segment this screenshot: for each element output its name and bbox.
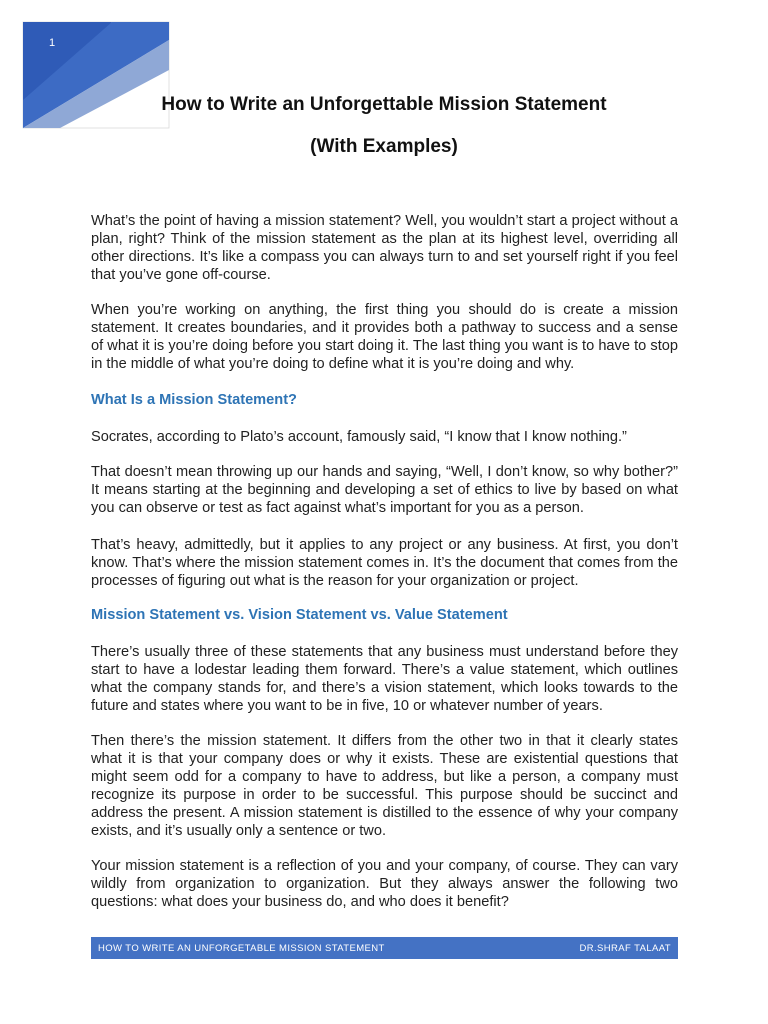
document-title: How to Write an Unforgettable Mission Statement (161, 94, 607, 115)
paragraph: Socrates, according to Plato’s account, famously said, “I know that I know nothing.” (91, 429, 627, 445)
paragraph: There’s usually three of these statements that any business must understand before they start to have a lodestar leading them forward. There’s a value statement, which outlines what the company stands for, and there’s a vision statement, which looks towards to the future and states where you want to be in five, 10 or whatever number of years. (91, 644, 678, 714)
document-subtitle: (With Examples) (310, 136, 458, 157)
paragraph: Your mission statement is a reflection of you and your company, of course. They can vary wildly from organization to organization. But they always answer the following two questions: what does your business do, and who does it benefit? (91, 858, 678, 910)
page-footer (91, 937, 678, 959)
section-heading: Mission Statement vs. Vision Statement vs. Value Statement (91, 607, 508, 623)
footer-document-title: HOW TO WRITE AN UNFORGETABLE MISSION STATEMENT (98, 942, 385, 954)
paragraph: What’s the point of having a mission statement? Well, you wouldn’t start a project without a plan, right? Think of the mission statement as the plan at its highest level, overriding all other directions. It’s like a compass you can always turn to and set yourself right if you feel that you’ve gone off-course. (91, 213, 678, 283)
paragraph: That doesn’t mean throwing up our hands and saying, “Well, I don’t know, so why bother?” It means starting at the beginning and developing a set of ethics to live by based on what you can observe or test as fact against what’s important for you as a person. (91, 464, 678, 516)
paragraph: Then there’s the mission statement. It differs from the other two in that it clearly states what it is that your company does or why it exists. These are existential questions that might seem odd for a company to have to address, but like a person, a company must recognize its purpose in order to be successful. This purpose should be succinct and address the present. A mission statement is distilled to the essence of why your company exists, and it’s usually only a sentence or two. (91, 733, 678, 839)
page-number: 1 (49, 37, 56, 49)
footer-author: DR.SHRAF TALAAT (579, 942, 671, 954)
paragraph: When you’re working on anything, the first thing you should do is create a mission statement. It creates boundaries, and it provides both a pathway to success and a sense of what it is you’re doing before you start doing it. The last thing you want is to have to stop in the middle of what you’re doing to define what it is you’re doing and why. (91, 302, 678, 372)
page-corner-decoration (0, 0, 200, 140)
paragraph: That’s heavy, admittedly, but it applies to any project or any business. At first, you don’t know. That’s where the mission statement comes in. It’s the document that comes from the processes of figuring out what is the reason for your organization or project. (91, 537, 678, 589)
section-heading: What Is a Mission Statement? (91, 392, 297, 408)
